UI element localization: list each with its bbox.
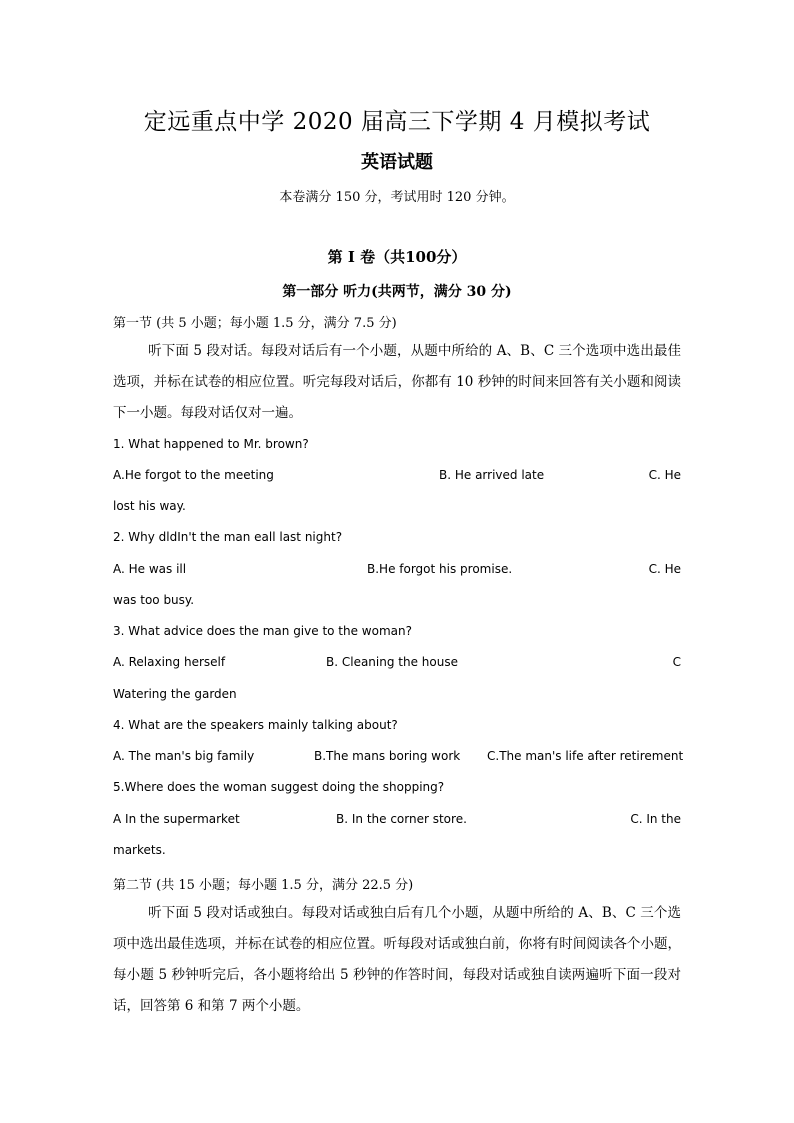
option-c: C. In the: [630, 812, 681, 826]
part-heading: 第一部分 听力(共两节，满分 30 分): [282, 284, 512, 300]
question-5-stem: 5.Where does the woman suggest doing the shopping?: [113, 780, 445, 794]
volume-heading: 第 I 卷（共100分）: [327, 248, 467, 266]
option-c-continued: was too busy.: [113, 593, 195, 607]
option-c-continued: lost his way.: [113, 499, 186, 513]
option-c-continued: markets.: [113, 843, 166, 857]
option-a: A In the supermarket: [113, 812, 240, 826]
section2-instructions: 听下面 5 段对话或独白。每段对话或独白后有几个小题，从题中所给的 A、B、C 三个选项中选出最佳选项，并标在试卷的相应位置。听每段对话或独白前，你将有时间阅读各个小题，每小题 5 秒钟听完后，各小题将给出 5 秒钟的作答时间，每段对话或独自读两遍听下面一段对话，回答第 6 和第 7 两个小题。: [113, 905, 681, 1014]
option-b: B. He arrived late: [439, 468, 545, 482]
option-b: B. In the corner store.: [336, 812, 467, 826]
exam-subject: 英语试题: [361, 152, 433, 173]
question-1-stem: 1. What happened to Mr. brown?: [113, 437, 309, 451]
option-b: B. Cleaning the house: [326, 655, 458, 669]
option-b: B.He forgot his promise.: [367, 562, 513, 576]
question-3-stem: 3. What advice does the man give to the woman?: [113, 624, 412, 638]
section1-instructions: 听下面 5 段对话。每段对话后有一个小题，从题中所给的 A、B、C 三个选项中选出最佳选项，并标在试卷的相应位置。听完每段对话后，你都有 10 秒钟的时间来回答有关小题和阅读下一小题。每段对话仅对一遍。: [113, 343, 681, 421]
question-4-stem: 4. What are the speakers mainly talking about?: [113, 718, 398, 732]
option-a: A. He was ill: [113, 562, 187, 576]
question-2-stem: 2. Why dldIn't the man eall last night?: [113, 530, 343, 544]
exam-title: 定远重点中学 2020 届高三下学期 4 月模拟考试: [143, 109, 651, 135]
option-a: A.He forgot to the meeting: [113, 468, 274, 482]
section1-heading: 第一节 (共 5 小题；每小题 1.5 分，满分 7.5 分): [113, 316, 397, 331]
option-c-continued: Watering the garden: [113, 687, 237, 701]
option-c: C.The man's life after retirement: [487, 749, 684, 763]
option-a: A. The man's big family: [113, 749, 255, 763]
section2-heading: 第二节 (共 15 小题；每小题 1.5 分，满分 22.5 分): [113, 878, 414, 893]
option-c: C. He: [648, 468, 681, 482]
option-c: C: [672, 655, 681, 669]
option-a: A. Relaxing herself: [113, 655, 226, 669]
exam-note: 本卷满分 150 分，考试用时 120 分钟。: [279, 190, 515, 205]
option-c: C. He: [648, 562, 681, 576]
option-b: B.The mans boring work: [314, 749, 461, 763]
